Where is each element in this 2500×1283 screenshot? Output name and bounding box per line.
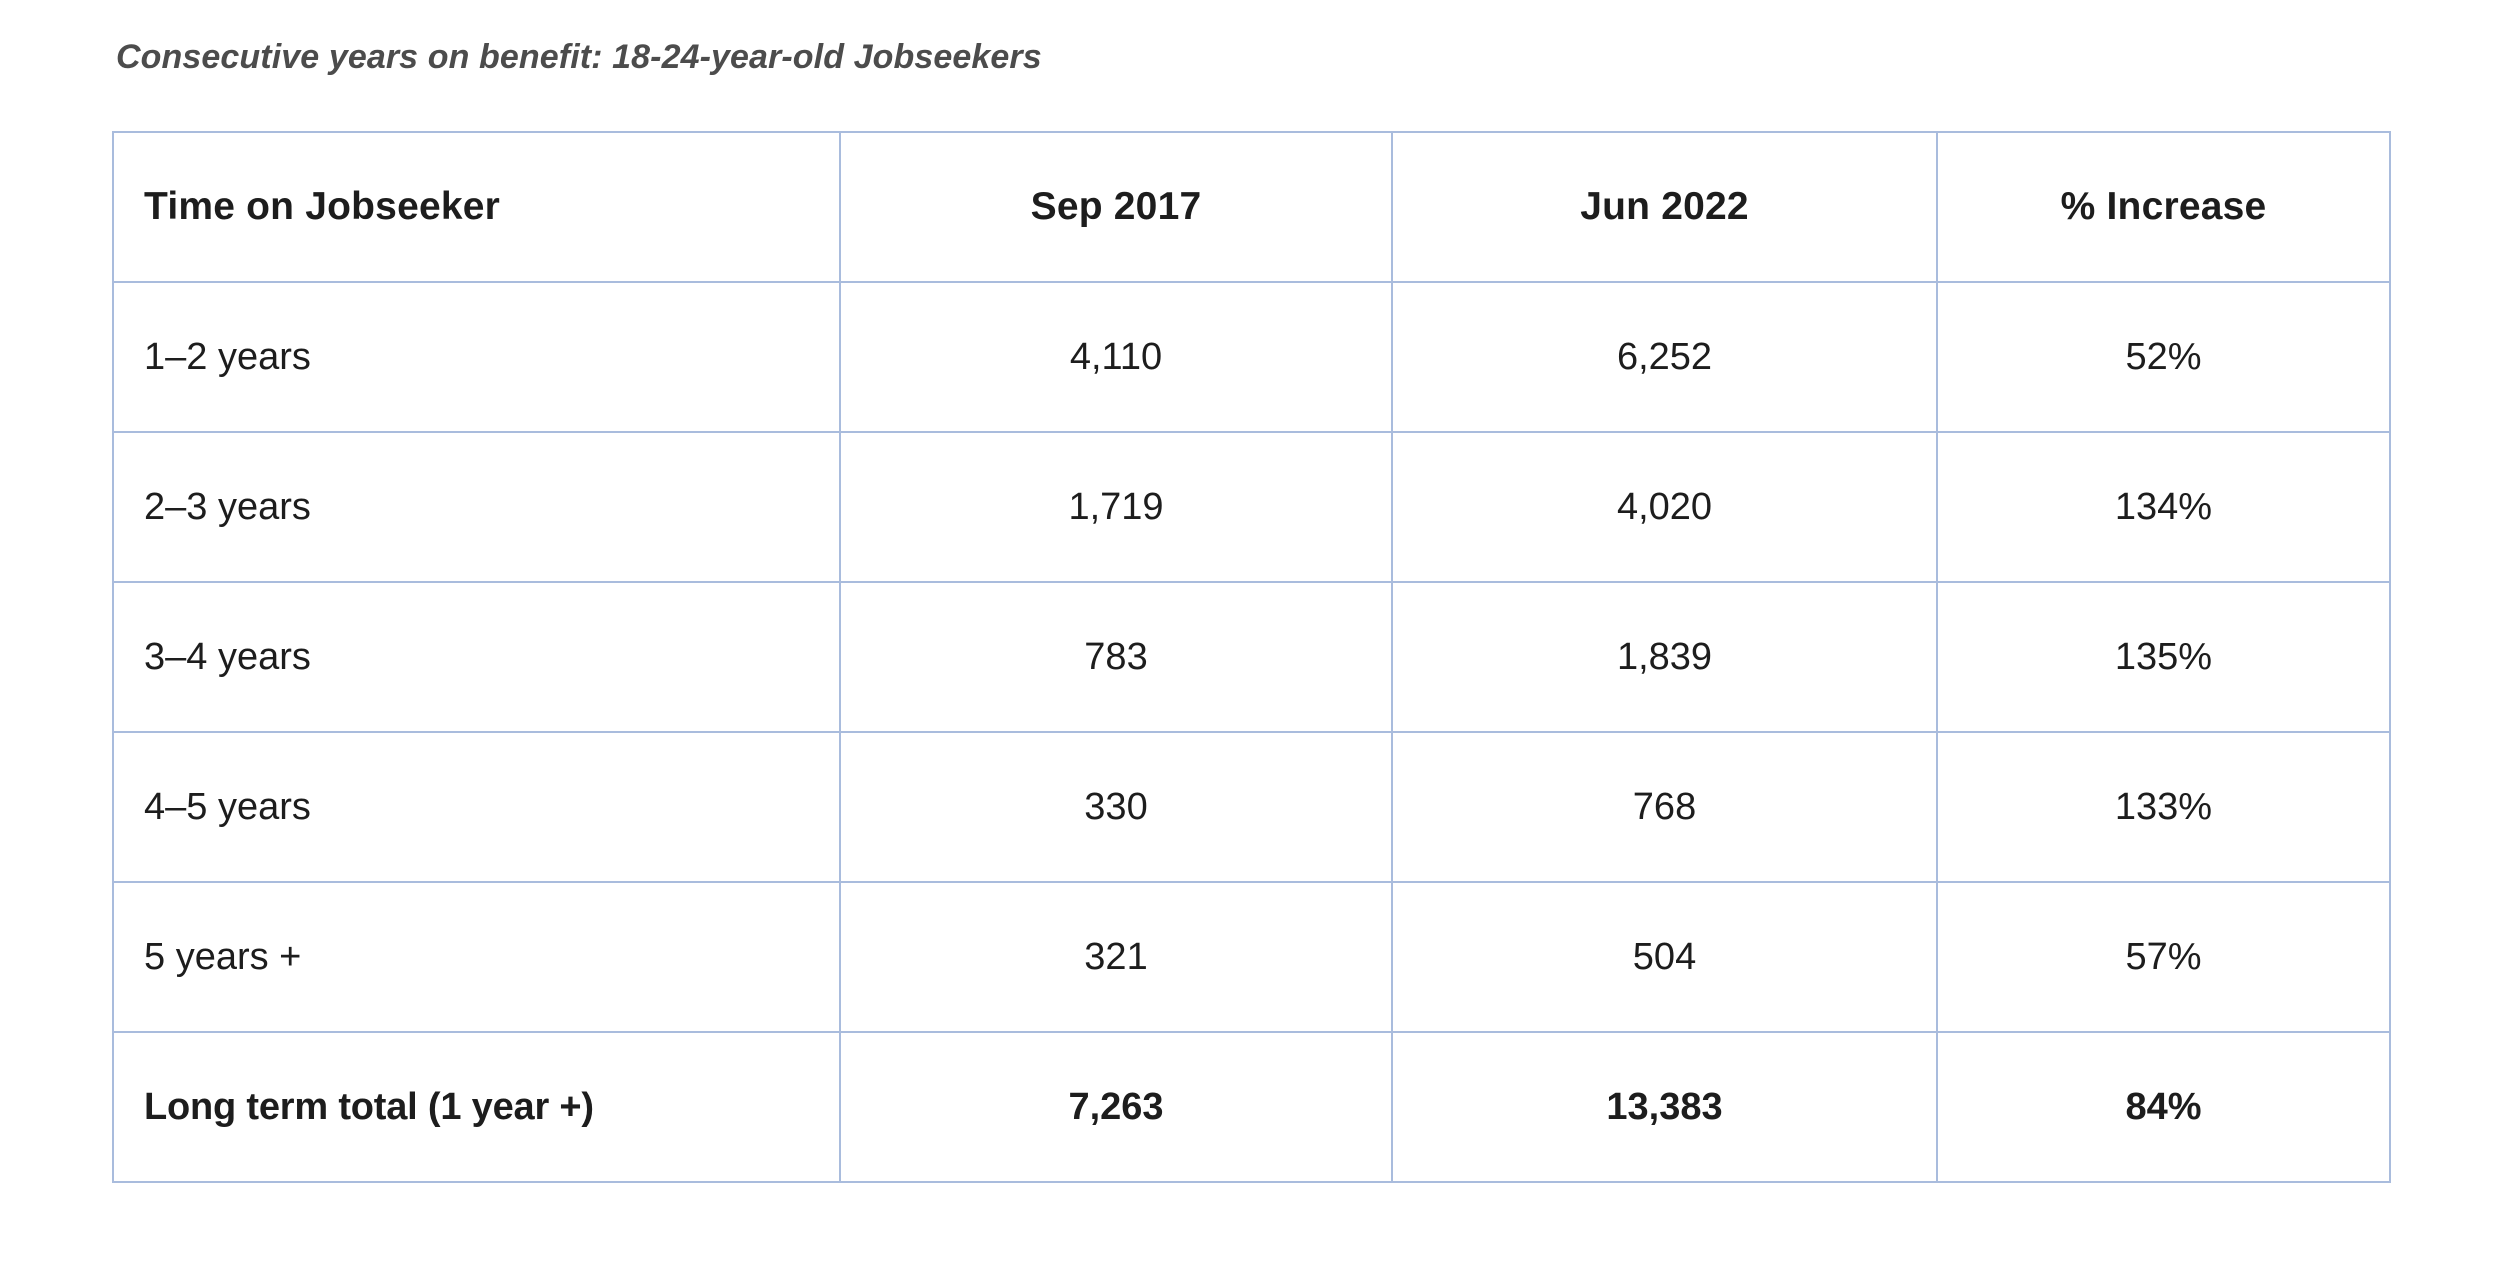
table-caption: Consecutive years on benefit: 18-24-year-old Jobseekers xyxy=(116,38,1042,76)
table-row xyxy=(113,582,2390,732)
cell-sep-2017: 321 xyxy=(840,882,1392,1032)
table-row xyxy=(113,732,2390,882)
table-total-row xyxy=(113,1032,2390,1182)
cell-jun-2022: 1,839 xyxy=(1392,582,1937,732)
cell-sep-2017: 1,719 xyxy=(840,432,1392,582)
row-label: 5 years + xyxy=(113,882,840,1032)
total-cell-jun-2022: 13,383 xyxy=(1392,1032,1937,1182)
table-row xyxy=(113,282,2390,432)
table-header xyxy=(113,132,2390,282)
column-header-time-on-jobseeker: Time on Jobseeker xyxy=(113,132,840,282)
cell-jun-2022: 4,020 xyxy=(1392,432,1937,582)
table-row xyxy=(113,432,2390,582)
row-label: 1–2 years xyxy=(113,282,840,432)
cell-percent-increase: 135% xyxy=(1937,582,2390,732)
cell-sep-2017: 783 xyxy=(840,582,1392,732)
column-header-percent-increase: % Increase xyxy=(1937,132,2390,282)
table-body xyxy=(113,282,2390,1182)
cell-jun-2022: 6,252 xyxy=(1392,282,1937,432)
cell-percent-increase: 57% xyxy=(1937,882,2390,1032)
row-label: 4–5 years xyxy=(113,732,840,882)
total-cell-percent-increase: 84% xyxy=(1937,1032,2390,1182)
table-header-row xyxy=(113,132,2390,282)
total-cell-sep-2017: 7,263 xyxy=(840,1032,1392,1182)
table-wrapper xyxy=(112,131,2389,1183)
column-header-sep-2017: Sep 2017 xyxy=(840,132,1392,282)
table-row xyxy=(113,882,2390,1032)
cell-percent-increase: 134% xyxy=(1937,432,2390,582)
benefit-duration-table xyxy=(112,131,2391,1183)
cell-sep-2017: 330 xyxy=(840,732,1392,882)
cell-percent-increase: 52% xyxy=(1937,282,2390,432)
cell-jun-2022: 504 xyxy=(1392,882,1937,1032)
total-row-label: Long term total (1 year +) xyxy=(113,1032,840,1182)
cell-percent-increase: 133% xyxy=(1937,732,2390,882)
cell-jun-2022: 768 xyxy=(1392,732,1937,882)
row-label: 3–4 years xyxy=(113,582,840,732)
column-header-jun-2022: Jun 2022 xyxy=(1392,132,1937,282)
row-label: 2–3 years xyxy=(113,432,840,582)
cell-sep-2017: 4,110 xyxy=(840,282,1392,432)
